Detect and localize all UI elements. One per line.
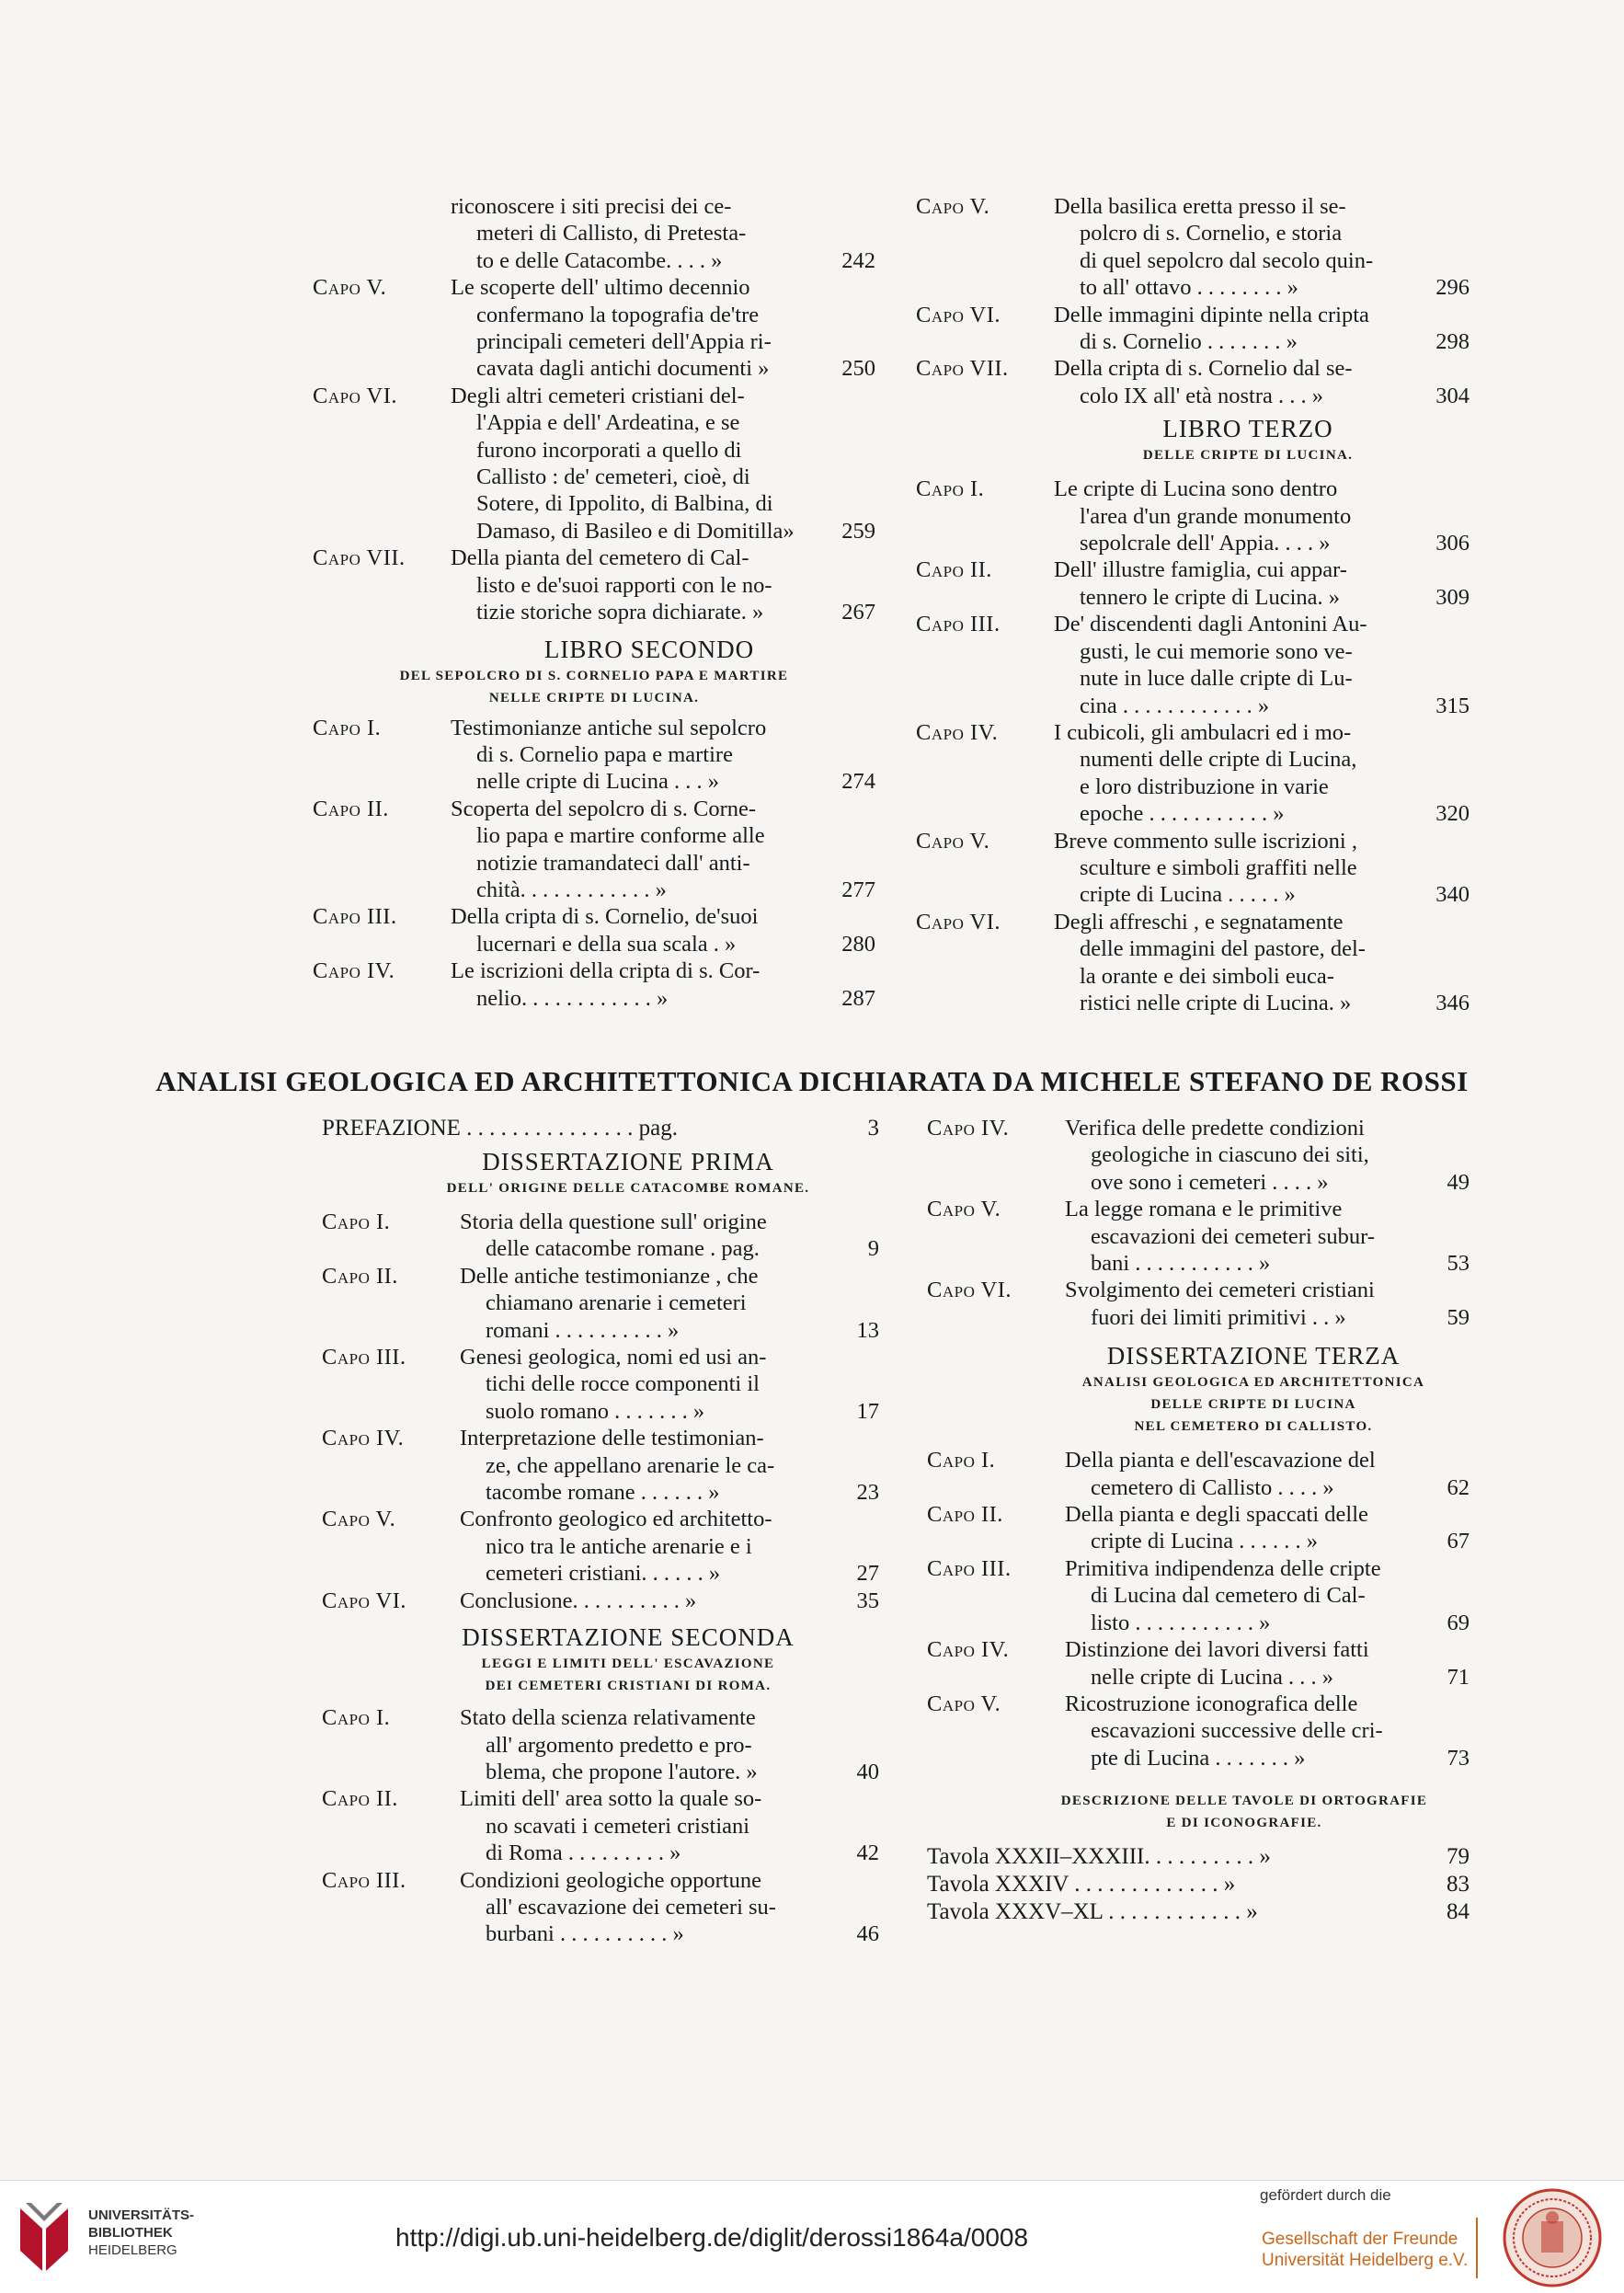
entry-line: sepolcrale dell' Appia. . . . » — [1080, 531, 1331, 556]
toc-entry — [927, 1636, 1470, 1691]
entry-line: Degli altri cemeteri cristiani del- — [451, 383, 745, 408]
entry-line: chità. . . . . . . . . . . . » — [476, 877, 667, 902]
toc-entry — [927, 1501, 1470, 1555]
page-number: 309 — [1435, 584, 1470, 610]
tavola-entry: Tavola XXXII–XXXIII. . . . . . . . . . » 79 — [927, 1844, 1470, 1870]
heading-libro-secondo: LIBRO SECONDO — [543, 635, 755, 663]
entry-line: Le iscrizioni della cripta di s. Cor- — [451, 958, 761, 984]
entry-title — [1054, 556, 1433, 611]
chapter-label: Capo VII. — [313, 545, 406, 571]
page-number: 35 — [856, 1588, 879, 1613]
entry-line: riconoscere i siti precisi dei ce- — [451, 194, 732, 219]
chapter-label: Capo V. — [916, 828, 990, 854]
page-number: 315 — [1435, 693, 1470, 718]
page-number: 84 — [1447, 1899, 1470, 1925]
entry-line: Distinzione dei lavori diversi fatti — [1065, 1637, 1369, 1663]
entry-line: nute in luce dalle cripte di Lu- — [1080, 666, 1353, 692]
toc-entry — [313, 545, 875, 625]
entry-title — [1054, 719, 1433, 828]
entry-line: Sotere, di Ippolito, di Balbina, di — [476, 491, 773, 517]
entry-line: numenti delle cripte di Lucina, — [1080, 747, 1357, 773]
toc-entry — [322, 1506, 879, 1587]
entry-line: Delle antiche testimonianze , che — [460, 1263, 759, 1289]
toc-entry — [916, 355, 1470, 409]
page-number: 259 — [841, 518, 875, 544]
page-number: 83 — [1447, 1872, 1470, 1897]
toc-entry — [916, 302, 1470, 356]
subheading: LEGGI E LIMITI DELL' ESCAVAZIONE — [481, 1657, 775, 1672]
subheading: ANALISI GEOLOGICA ED ARCHITETTONICA — [1081, 1375, 1425, 1391]
chapter-label: Capo III. — [322, 1345, 406, 1370]
entry-title — [451, 715, 829, 796]
toc-entry — [322, 1209, 879, 1263]
toc-entry — [927, 1277, 1470, 1331]
page-number: 242 — [841, 247, 875, 273]
entry-line: Interpretazione delle testimonian- — [460, 1426, 764, 1451]
entry-line: to all' ottavo . . . . . . . . » — [1080, 275, 1298, 301]
chapter-label: Capo II. — [322, 1786, 398, 1812]
entry-line: Dell' illustre famiglia, cui appar- — [1054, 557, 1347, 583]
toc-column-bottom-left — [322, 1115, 879, 1948]
entry-line: e loro distribuzione in varie — [1080, 774, 1329, 799]
entry-title — [460, 1425, 839, 1506]
entry-line: Della pianta e dell'escavazione del — [1065, 1448, 1376, 1473]
entry-line: Della pianta del cemetero di Cal- — [451, 545, 749, 571]
chapter-label: Capo V. — [916, 194, 990, 219]
subheading: DELL' ORIGINE DELLE CATACOMBE ROMANE. — [446, 1181, 810, 1196]
entry-line: cavata dagli antichi documenti » — [476, 356, 770, 382]
chapter-label: Capo IV. — [313, 958, 395, 984]
chapter-label: Capo II. — [322, 1263, 398, 1289]
entry-line: La legge romana e le primitive — [1065, 1197, 1343, 1222]
chapter-label: Capo III. — [927, 1555, 1012, 1581]
entry-title — [451, 274, 829, 383]
entry-title — [1065, 1196, 1444, 1277]
entry-line: Genesi geologica, nomi ed usi an- — [460, 1345, 767, 1370]
entry-line: blema, che propone l'autore. » — [486, 1759, 758, 1784]
university-seal-icon — [1503, 2188, 1602, 2287]
toc-entry — [313, 715, 875, 796]
toc-entry — [322, 1425, 879, 1506]
entry-line: Condizioni geologiche opportune — [460, 1867, 761, 1893]
chapter-label: Capo IV. — [322, 1426, 405, 1451]
page-number: 59 — [1447, 1304, 1470, 1330]
chapter-label: Capo V. — [313, 275, 387, 301]
entry-line: Della cripta di s. Cornelio dal se- — [1054, 356, 1353, 382]
chapter-label: Capo III. — [322, 1867, 406, 1893]
page-number: 296 — [1435, 275, 1470, 301]
entry-title — [460, 1867, 839, 1948]
page-number: 71 — [1447, 1664, 1470, 1690]
toc-entry — [927, 1115, 1470, 1196]
heading-dissertazione-prima: DISSERTAZIONE PRIMA — [482, 1148, 774, 1175]
entry-line: tichi delle rocce componenti il — [486, 1371, 760, 1397]
chapter-label: Capo IV. — [927, 1116, 1010, 1141]
toc-entry — [916, 611, 1470, 719]
society-name: Gesellschaft der Freunde Universität Heidelberg e.V. — [1262, 2230, 1469, 2270]
entry-line: Conclusione. . . . . . . . . . » — [460, 1588, 697, 1613]
page-number: 320 — [1435, 801, 1470, 827]
page-number: 23 — [856, 1480, 879, 1506]
page-number: 40 — [856, 1759, 879, 1784]
entry-line: listo e de'suoi rapporti con le no- — [476, 572, 772, 598]
entry-title — [1054, 193, 1433, 302]
entry-line: cripte di Lucina . . . . . . » — [1091, 1529, 1318, 1554]
toc-entry — [916, 556, 1470, 611]
entry-line: Testimonianze antiche sul sepolcro — [451, 715, 767, 740]
page-number: 340 — [1435, 882, 1470, 908]
page-number: 13 — [856, 1317, 879, 1343]
entry-line: di s. Cornelio papa e martire — [476, 741, 733, 767]
toc-column-top-right — [916, 193, 1470, 1016]
entry-line: colo IX all' età nostra . . . » — [1080, 383, 1323, 408]
prefazione-entry: PREFAZIONE . . . . . . . . . . . . . . . pag. 3 — [322, 1116, 879, 1141]
entry-line: Ricostruzione iconografica delle — [1065, 1691, 1358, 1716]
entry-line: no scavati i cemeteri cristiani — [486, 1813, 750, 1839]
footer-bar — [0, 2180, 1624, 2293]
entry-line: Confronto geologico ed architetto- — [460, 1507, 772, 1532]
divider — [1476, 2218, 1478, 2278]
entry-title — [1054, 828, 1433, 909]
toc-entry — [916, 193, 1470, 302]
toc-entry — [313, 957, 875, 1012]
entry-line: Svolgimento dei cemeteri cristiani — [1065, 1278, 1375, 1303]
entry-line: Delle immagini dipinte nella cripta — [1054, 302, 1369, 327]
entry-line: di s. Cornelio . . . . . . . » — [1080, 329, 1298, 355]
chapter-label: Capo II. — [927, 1502, 1003, 1528]
entry-line: Della basilica eretta presso il se- — [1054, 194, 1346, 219]
chapter-label: Capo I. — [322, 1210, 391, 1234]
entry-title — [451, 545, 829, 625]
page-number: 250 — [841, 356, 875, 382]
toc-entry — [927, 1691, 1470, 1771]
chapter-label: Capo III. — [313, 904, 397, 930]
entry-line: lucernari e della sua scala . » — [476, 931, 737, 957]
toc-entry — [313, 193, 875, 274]
chapter-label: Capo VI. — [916, 302, 1001, 327]
entry-title — [451, 796, 829, 904]
entry-line: escavazioni successive delle cri- — [1091, 1718, 1383, 1744]
entry-title — [460, 1209, 839, 1263]
entry-line: ze, che appellano arenarie le ca- — [486, 1452, 775, 1478]
entry-line: tizie storiche sopra dichiarate. » — [476, 600, 764, 625]
subheading: DESCRIZIONE DELLE TAVOLE DI ORTOGRAFIE — [1060, 1794, 1428, 1809]
toc-entry — [322, 1588, 879, 1614]
subheading: NEL CEMETERO DI CALLISTO. — [1134, 1419, 1373, 1435]
section-main-title: ANALISI GEOLOGICA ED ARCHITETTONICA DICHIARATA DA MICHELE STEFANO DE ROSSI — [155, 1065, 1469, 1097]
page-number: 298 — [1435, 329, 1470, 355]
chapter-label: Capo III. — [916, 612, 1001, 637]
entry-title — [460, 1506, 839, 1587]
entry-line: Primitiva indipendenza delle cripte — [1065, 1555, 1381, 1581]
entry-title — [1065, 1691, 1444, 1771]
entry-line: l'Appia e dell' Ardeatina, e se — [476, 410, 740, 436]
page-number: 69 — [1447, 1610, 1470, 1635]
entry-title — [1065, 1277, 1444, 1331]
entry-title — [1054, 355, 1433, 409]
page-number: 27 — [856, 1561, 879, 1587]
entry-title — [1065, 1115, 1444, 1196]
subheading: DELLE CRIPTE DI LUCINA — [1150, 1397, 1356, 1413]
entry-title — [451, 957, 829, 1012]
entry-line: cripte di Lucina . . . . . » — [1080, 882, 1296, 908]
entry-title — [1054, 302, 1433, 356]
heading-dissertazione-seconda: DISSERTAZIONE SECONDA — [462, 1623, 795, 1652]
entry-title — [451, 383, 829, 545]
entry-line: di Lucina dal cemetero di Cal- — [1091, 1583, 1366, 1609]
entry-line: Callisto : de' cemeteri, cioè, di — [476, 464, 750, 490]
entry-line: confermano la topografia de'tre — [476, 302, 760, 327]
entry-line: all' escavazione dei cemeteri su- — [486, 1894, 776, 1920]
entry-title — [1065, 1636, 1444, 1691]
entry-line: cemeteri cristiani. . . . . . » — [486, 1561, 721, 1587]
entry-line: Stato della scienza relativamente — [460, 1705, 756, 1731]
entry-line: nelle cripte di Lucina . . . » — [1091, 1664, 1333, 1690]
page-number: 3 — [867, 1116, 879, 1141]
entry-line: Della cripta di s. Cornelio, de'suoi — [451, 904, 759, 930]
toc-entry — [927, 1196, 1470, 1277]
toc-entry — [313, 274, 875, 383]
toc-entry — [313, 383, 875, 545]
toc-entry — [322, 1867, 879, 1948]
entry-line: chiamano arenarie i cemeteri — [486, 1290, 747, 1316]
subheading: DEL SEPOLCRO DI S. CORNELIO PAPA E MARTIRE — [399, 668, 789, 683]
entry-line: sculture e simboli graffiti nelle — [1080, 854, 1357, 880]
entry-line: suolo romano . . . . . . . » — [486, 1398, 705, 1424]
entry-line: burbani . . . . . . . . . . » — [486, 1921, 684, 1947]
entry-line: delle catacombe romane . pag. — [486, 1236, 760, 1262]
entry-line: polcro di s. Cornelio, e storia — [1080, 221, 1343, 246]
toc-entry — [322, 1704, 879, 1785]
page-number: 280 — [841, 931, 875, 957]
page-number: 274 — [841, 769, 875, 795]
entry-line: principali cemeteri dell'Appia ri- — [476, 329, 772, 355]
entry-line: cina . . . . . . . . . . . . » — [1080, 693, 1270, 718]
chapter-label: Capo I. — [313, 715, 382, 740]
entry-title — [460, 1785, 839, 1866]
entry-line: fuori dei limiti primitivi . . » — [1091, 1304, 1346, 1330]
toc-entry — [916, 719, 1470, 828]
entry-line: Limiti dell' area sotto la quale so- — [460, 1786, 762, 1812]
entry-line: tacombe romane . . . . . . » — [486, 1480, 720, 1506]
toc-entry — [916, 909, 1470, 1017]
entry-line: ove sono i cemeteri . . . . » — [1091, 1169, 1329, 1195]
entry-line: pte di Lucina . . . . . . . » — [1091, 1745, 1306, 1771]
entry-line: di quel sepolcro dal secolo quin- — [1080, 247, 1374, 273]
entry-line: cemetero di Callisto . . . . » — [1091, 1474, 1334, 1500]
entry-line: notizie tramandateci dall' anti- — [476, 850, 750, 876]
page-number: 346 — [1435, 990, 1470, 1015]
chapter-label: Capo V. — [927, 1197, 1001, 1222]
entry-line: listo . . . . . . . . . . . » — [1091, 1610, 1271, 1635]
entry-title — [1054, 476, 1433, 556]
chapter-label: Capo VII. — [916, 356, 1009, 382]
entry-line: di Roma . . . . . . . . . » — [486, 1840, 681, 1866]
page-number: 73 — [1447, 1745, 1470, 1771]
entry-line: De' discendenti dagli Antonini Au- — [1054, 612, 1367, 637]
subheading: DELLE CRIPTE DI LUCINA. — [1142, 448, 1354, 464]
entry-title — [451, 903, 829, 957]
page-number: 277 — [841, 877, 875, 902]
chapter-label: Capo IV. — [927, 1637, 1010, 1663]
toc-entry — [916, 828, 1470, 909]
entry-line: nico tra le antiche arenarie e i — [486, 1533, 752, 1559]
entry-line: Damaso, di Basileo e di Domitilla» — [476, 518, 795, 544]
chapter-label: Capo V. — [322, 1507, 396, 1532]
entry-line: l'area d'un grande monumento — [1080, 503, 1352, 529]
page-number: 306 — [1435, 531, 1470, 556]
chapter-label: Capo IV. — [916, 719, 999, 745]
entry-line: Degli affreschi , e segnatamente — [1054, 909, 1344, 934]
chapter-label: Capo II. — [916, 557, 992, 583]
subheading: E DI ICONOGRAFIE. — [1166, 1816, 1322, 1831]
page-number: 79 — [1447, 1844, 1470, 1870]
page-number: 287 — [841, 985, 875, 1011]
entry-title — [460, 1344, 839, 1425]
toc-column-top-left — [313, 193, 875, 1012]
entry-line: lio papa e martire conforme alle — [476, 823, 765, 849]
toc-entry — [322, 1344, 879, 1425]
chapter-label: Capo VI. — [313, 383, 398, 408]
entry-line: Della pianta e degli spaccati delle — [1065, 1502, 1368, 1528]
entry-title — [1065, 1447, 1444, 1501]
page-number: 17 — [856, 1398, 879, 1424]
entry-line: geologiche in ciascuno dei siti, — [1091, 1142, 1369, 1168]
entry-line: delle immagini del pastore, del- — [1080, 936, 1366, 962]
entry-line: Scoperta del sepolcro di s. Corne- — [451, 796, 757, 821]
library-logo-icon — [17, 2201, 72, 2275]
entry-line: all' argomento predetto e pro- — [486, 1732, 752, 1758]
tavola-entry: Tavola XXXIV . . . . . . . . . . . . . » 83 — [927, 1872, 1470, 1897]
page-number: 267 — [841, 600, 875, 625]
entry-line: epoche . . . . . . . . . . . » — [1080, 801, 1285, 827]
entry-line: furono incorporati a quello di — [476, 437, 742, 463]
toc-entry — [313, 903, 875, 957]
entry-title — [1065, 1501, 1444, 1555]
chapter-label: Capo I. — [916, 476, 985, 502]
entry-title — [451, 193, 829, 274]
funding-note: gefördert durch die — [1260, 2186, 1391, 2204]
chapter-label: Capo I. — [927, 1448, 996, 1473]
entry-line: meteri di Callisto, di Pretesta- — [476, 221, 747, 246]
page-number: 49 — [1447, 1169, 1470, 1195]
chapter-label: Capo V. — [927, 1691, 1001, 1716]
library-name: UNIVERSITÄTS- BIBLIOTHEK HEIDELBERG — [88, 2207, 195, 2258]
toc-entry — [916, 476, 1470, 556]
entry-title — [1054, 909, 1433, 1017]
chapter-label: Capo I. — [322, 1705, 391, 1731]
chapter-label: Capo II. — [313, 796, 389, 821]
toc-entry — [322, 1785, 879, 1866]
entry-line: Breve commento sulle iscrizioni , — [1054, 828, 1357, 854]
toc-entry — [927, 1447, 1470, 1501]
entry-line: la orante e dei simboli euca- — [1080, 963, 1334, 989]
page-number: 42 — [856, 1840, 879, 1866]
entry-title — [460, 1263, 839, 1344]
entry-line: bani . . . . . . . . . . . » — [1091, 1251, 1271, 1277]
tavola-entry: Tavola XXXV–XL . . . . . . . . . . . . » 84 — [927, 1899, 1470, 1925]
entry-line: romani . . . . . . . . . . » — [486, 1317, 680, 1343]
entry-title — [460, 1704, 839, 1785]
heading-dissertazione-terza: DISSERTAZIONE TERZA — [1106, 1342, 1401, 1370]
entry-line: Le cripte di Lucina sono dentro — [1054, 476, 1338, 502]
page-number: 53 — [1447, 1251, 1470, 1277]
toc-entry — [322, 1263, 879, 1344]
entry-line: nelio. . . . . . . . . . . . » — [476, 985, 669, 1011]
subheading: NELLE CRIPTE DI LUCINA. — [488, 690, 700, 705]
toc-entry — [927, 1555, 1470, 1636]
chapter-label: Capo VI. — [927, 1278, 1012, 1303]
entry-line: to e delle Catacombe. . . . » — [476, 247, 723, 273]
entry-title — [1065, 1555, 1444, 1636]
entry-line: nelle cripte di Lucina . . . » — [476, 769, 719, 795]
page-number: 67 — [1447, 1529, 1470, 1554]
entry-line: ristici nelle cripte di Lucina. » — [1080, 990, 1352, 1015]
toc-entry — [313, 796, 875, 904]
entry-line: Le scoperte dell' ultimo decennio — [451, 275, 750, 301]
chapter-label: Capo VI. — [322, 1588, 407, 1613]
page-number: 46 — [856, 1921, 879, 1947]
chapter-label: Capo VI. — [916, 909, 1001, 934]
entry-line: escavazioni dei cemeteri subur- — [1091, 1223, 1376, 1249]
entry-line: tennero le cripte di Lucina. » — [1080, 584, 1340, 610]
entry-line: gusti, le cui memorie sono ve- — [1080, 638, 1353, 664]
entry-line: Storia della questione sull' origine — [460, 1210, 767, 1234]
entry-title — [460, 1588, 839, 1614]
entry-title — [1054, 611, 1433, 719]
heading-libro-terzo: LIBRO TERZO — [1162, 415, 1333, 443]
toc-column-bottom-right — [927, 1115, 1470, 1926]
permalink-url[interactable]: http://digi.ub.uni-heidelberg.de/diglit/derossi1864a/0008 — [395, 2223, 1029, 2252]
page-number: 62 — [1447, 1474, 1470, 1500]
subheading: DEI CEMETERI CRISTIANI DI ROMA. — [485, 1679, 772, 1694]
page-number: 304 — [1435, 383, 1470, 408]
entry-line: I cubicoli, gli ambulacri ed i mo- — [1054, 719, 1352, 745]
page-number: 9 — [867, 1236, 879, 1262]
entry-line: Verifica delle predette condizioni — [1065, 1116, 1365, 1141]
